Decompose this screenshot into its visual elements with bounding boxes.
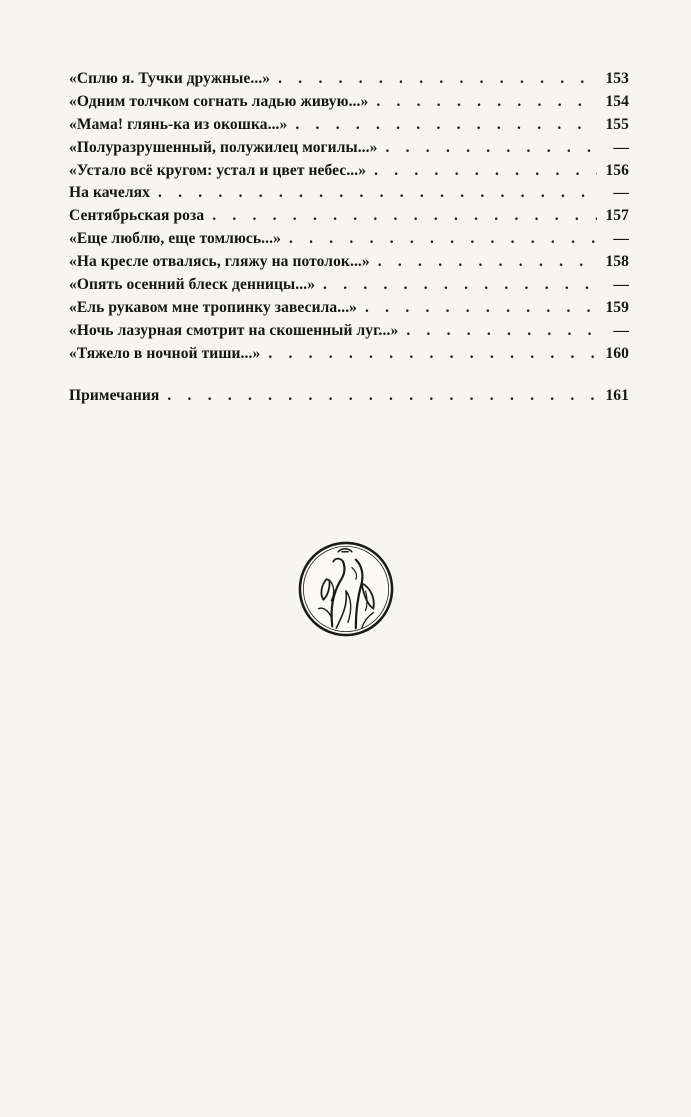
toc-entry-page: 157 <box>605 207 629 225</box>
toc-entry <box>69 345 629 368</box>
toc-entry <box>69 70 629 93</box>
toc-entry-page: 160 <box>605 344 629 362</box>
toc-dot-leader <box>323 276 597 294</box>
toc-entry <box>69 276 629 299</box>
toc-dot-leader <box>278 70 597 88</box>
toc-dot-leader <box>365 299 597 317</box>
toc-entry-page: — <box>613 138 629 156</box>
toc-entry-page: 159 <box>605 298 629 316</box>
toc-entry-page: — <box>613 276 629 294</box>
toc-entry-title: «Мама! глянь-ка из окошка...» <box>69 115 288 133</box>
toc-entry <box>69 253 629 276</box>
toc-entry-title: Примечания <box>69 386 160 404</box>
toc-entry-title: «На кресле отвалясь, гляжу на потолок...» <box>69 253 370 271</box>
publisher-emblem-icon <box>297 540 395 638</box>
toc-entry-title: Сентябрьская роза <box>69 207 205 225</box>
toc-dot-leader <box>167 387 597 405</box>
toc-entry-page: 155 <box>605 115 629 133</box>
toc-entry <box>69 184 629 207</box>
toc-entry <box>69 207 629 230</box>
toc-entry-title: «Ель рукавом мне тропинку завесила...» <box>69 298 358 316</box>
toc-dot-leader <box>158 184 597 202</box>
toc-entry-title: «Устало всё кругом: устал и цвет небес...» <box>69 161 367 179</box>
toc-entry-title: «Еще люблю, еще томлюсь...» <box>69 230 281 248</box>
toc-entry-page: — <box>613 184 629 202</box>
toc-entry-title: «Полуразрушенный, полужилец могилы...» <box>69 138 378 156</box>
toc-entry-page: 156 <box>605 161 629 179</box>
toc-entry-title: «Тяжело в ночной тиши...» <box>69 344 261 362</box>
toc-dot-leader <box>378 253 597 271</box>
toc-dot-leader <box>289 230 597 248</box>
toc-dot-leader <box>268 345 597 363</box>
toc-entry-page: 153 <box>605 70 629 87</box>
toc-entry-notes <box>69 387 629 410</box>
toc-entry-page: 158 <box>605 253 629 271</box>
toc-entry-title: «Одним толчком согнать ладью живую...» <box>69 92 369 110</box>
toc-entry <box>69 93 629 116</box>
toc-entry <box>69 230 629 253</box>
toc-entry <box>69 322 629 345</box>
toc-entry <box>69 299 629 322</box>
toc-entry <box>69 116 629 139</box>
toc-entry-page: 154 <box>605 92 629 110</box>
toc-dot-leader <box>376 93 597 111</box>
table-of-contents <box>69 70 629 409</box>
toc-entry-page: — <box>613 230 629 248</box>
toc-entry <box>69 139 629 162</box>
toc-dot-leader <box>386 139 598 157</box>
toc-entry <box>69 162 629 185</box>
toc-entry-title: «Опять осенний блеск денницы...» <box>69 276 316 294</box>
toc-entry-title: На качелях <box>69 184 150 202</box>
toc-entry-title: «Сплю я. Тучки дружные...» <box>69 70 271 87</box>
toc-dot-leader <box>406 322 597 340</box>
toc-entry-title: «Ночь лазурная смотрит на скошенный луг...» <box>69 321 399 339</box>
toc-entry-page: 161 <box>605 386 629 404</box>
toc-dot-leader <box>295 116 597 134</box>
toc-entry-page: — <box>613 321 629 339</box>
toc-dot-leader <box>374 162 597 180</box>
toc-dot-leader <box>212 207 597 225</box>
